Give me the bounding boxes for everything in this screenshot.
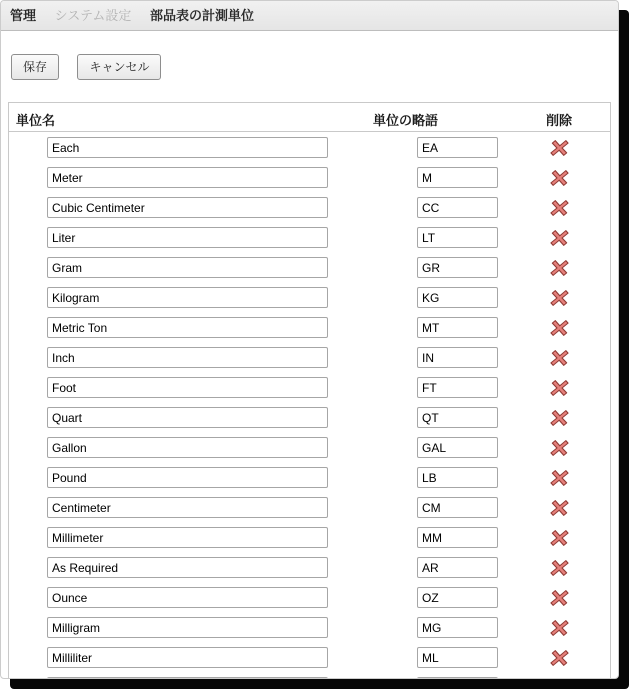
red-x-icon	[550, 590, 569, 606]
unit-row	[9, 193, 610, 223]
unit-abbr-input[interactable]	[417, 437, 498, 458]
unit-name-input[interactable]	[47, 617, 328, 638]
save-button[interactable]: 保存	[11, 54, 59, 80]
red-x-icon	[550, 380, 569, 396]
unit-name-input[interactable]	[47, 587, 328, 608]
units-table	[8, 102, 611, 679]
unit-name-input[interactable]	[47, 647, 328, 668]
unit-row	[9, 223, 610, 253]
unit-abbr-input[interactable]	[417, 647, 498, 668]
column-header-unit-abbr: 単位の略語	[373, 113, 439, 128]
delete-unit-button[interactable]	[551, 320, 568, 336]
unit-name-input[interactable]	[47, 287, 328, 308]
delete-unit-button[interactable]	[551, 350, 568, 366]
unit-abbr-input[interactable]	[417, 287, 498, 308]
delete-unit-button[interactable]	[551, 170, 568, 186]
unit-row	[9, 463, 610, 493]
delete-unit-button[interactable]	[551, 200, 568, 216]
unit-abbr-input[interactable]	[417, 527, 498, 548]
unit-name-input[interactable]	[47, 437, 328, 458]
unit-abbr-input[interactable]	[417, 227, 498, 248]
unit-row	[9, 643, 610, 673]
unit-name-input[interactable]	[47, 527, 328, 548]
unit-abbr-input[interactable]	[417, 167, 498, 188]
unit-row	[9, 373, 610, 403]
unit-name-input[interactable]	[47, 257, 328, 278]
unit-abbr-input[interactable]	[417, 617, 498, 638]
delete-unit-button[interactable]	[551, 140, 568, 156]
toolbar	[11, 54, 618, 80]
red-x-icon	[550, 440, 569, 456]
unit-row	[9, 553, 610, 583]
unit-name-input[interactable]	[47, 137, 328, 158]
page-title: 部品表の計測単位	[149, 8, 254, 23]
delete-unit-button[interactable]	[551, 440, 568, 456]
column-header-unit-name: 単位名	[16, 113, 56, 128]
unit-row	[9, 163, 610, 193]
unit-row	[9, 343, 610, 373]
unit-row	[9, 613, 610, 643]
unit-row	[9, 253, 610, 283]
delete-unit-button[interactable]	[551, 590, 568, 606]
unit-row	[9, 493, 610, 523]
red-x-icon	[550, 230, 569, 246]
unit-name-input[interactable]	[47, 407, 328, 428]
unit-abbr-input[interactable]	[417, 587, 498, 608]
units-table-header	[9, 103, 610, 132]
red-x-icon	[550, 650, 569, 666]
unit-abbr-input[interactable]	[417, 677, 498, 679]
red-x-icon	[550, 410, 569, 426]
unit-row	[9, 673, 610, 679]
unit-name-input[interactable]	[47, 677, 328, 679]
red-x-icon	[550, 290, 569, 306]
unit-abbr-input[interactable]	[417, 347, 498, 368]
unit-abbr-input[interactable]	[417, 407, 498, 428]
unit-abbr-input[interactable]	[417, 137, 498, 158]
red-x-icon	[550, 560, 569, 576]
unit-name-input[interactable]	[47, 497, 328, 518]
unit-row	[9, 523, 610, 553]
unit-abbr-input[interactable]	[417, 377, 498, 398]
unit-name-input[interactable]	[47, 167, 328, 188]
unit-row	[9, 313, 610, 343]
red-x-icon	[550, 260, 569, 276]
unit-abbr-input[interactable]	[417, 197, 498, 218]
unit-row	[9, 583, 610, 613]
delete-unit-button[interactable]	[551, 620, 568, 636]
delete-unit-button[interactable]	[551, 410, 568, 426]
cancel-button[interactable]: キャンセル	[77, 54, 161, 80]
delete-unit-button[interactable]	[551, 230, 568, 246]
unit-name-input[interactable]	[47, 317, 328, 338]
unit-row	[9, 433, 610, 463]
unit-name-input[interactable]	[47, 377, 328, 398]
red-x-icon	[550, 320, 569, 336]
red-x-icon	[550, 350, 569, 366]
unit-name-input[interactable]	[47, 227, 328, 248]
unit-abbr-input[interactable]	[417, 317, 498, 338]
red-x-icon	[550, 500, 569, 516]
delete-unit-button[interactable]	[551, 290, 568, 306]
unit-abbr-input[interactable]	[417, 557, 498, 578]
unit-row	[9, 283, 610, 313]
red-x-icon	[550, 140, 569, 156]
delete-unit-button[interactable]	[551, 500, 568, 516]
red-x-icon	[550, 530, 569, 546]
unit-abbr-input[interactable]	[417, 497, 498, 518]
unit-abbr-input[interactable]	[417, 467, 498, 488]
red-x-icon	[550, 200, 569, 216]
unit-name-input[interactable]	[47, 347, 328, 368]
unit-row	[9, 133, 610, 163]
column-header-delete: 削除	[545, 113, 572, 128]
breadcrumb-admin[interactable]: 管理	[10, 8, 37, 23]
unit-name-input[interactable]	[47, 557, 328, 578]
unit-row	[9, 403, 610, 433]
unit-abbr-input[interactable]	[417, 257, 498, 278]
delete-unit-button[interactable]	[551, 560, 568, 576]
unit-name-input[interactable]	[47, 467, 328, 488]
delete-unit-button[interactable]	[551, 380, 568, 396]
red-x-icon	[550, 170, 569, 186]
unit-name-input[interactable]	[47, 197, 328, 218]
red-x-icon	[550, 620, 569, 636]
delete-unit-button[interactable]	[551, 530, 568, 546]
delete-unit-button[interactable]	[551, 650, 568, 666]
delete-unit-button[interactable]	[551, 470, 568, 486]
breadcrumb-system-settings[interactable]: システム設定	[54, 8, 132, 23]
red-x-icon	[550, 470, 569, 486]
breadcrumb	[1, 1, 618, 31]
units-table-body	[9, 132, 610, 679]
delete-unit-button[interactable]	[551, 260, 568, 276]
